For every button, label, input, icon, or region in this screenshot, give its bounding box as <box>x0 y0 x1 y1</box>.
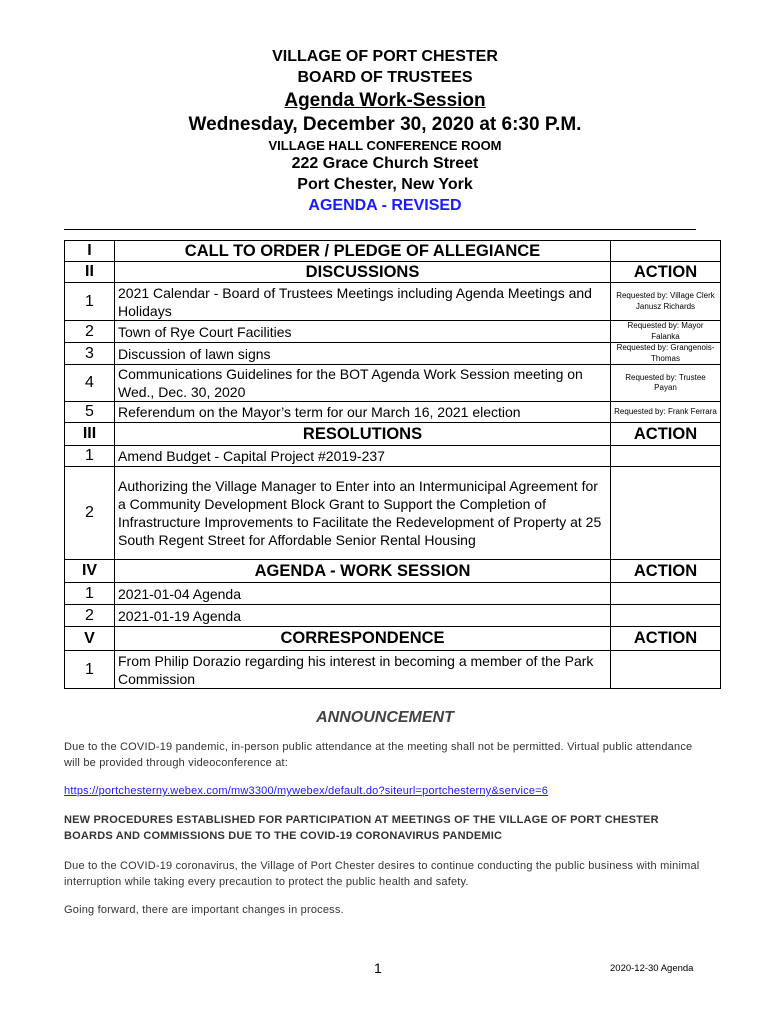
procedures-heading: NEW PROCEDURES ESTABLISHED FOR PARTICIPATION AT MEETINGS OF THE VILLAGE OF PORT CHESTER BOARDS AND COMMISSIONS DUE TO THE COVID-19 CORONAVIRUS PANDEMIC <box>64 814 659 842</box>
agenda-title: Agenda Work-Session <box>284 90 486 111</box>
item-number: 5 <box>65 402 115 423</box>
item-text: 2021 Calendar - Board of Trustees Meetings including Agenda Meetings and Holidays <box>115 283 611 321</box>
requested-by: Requested by: Mayor Falanka <box>611 321 721 343</box>
section-heading: AGENDA - WORK SESSION <box>115 560 611 583</box>
item-number: 3 <box>65 343 115 365</box>
requested-by: Requested by: Grangenois-Thomas <box>611 343 721 365</box>
action-heading: ACTION <box>611 262 721 283</box>
item-number: 2 <box>65 321 115 343</box>
requested-by: Requested by: Frank Ferrara <box>611 402 721 423</box>
table-row <box>65 467 721 560</box>
section-row <box>65 423 721 446</box>
section-number: III <box>65 423 115 446</box>
announcement-paragraph: Due to the COVID-19 pandemic, in-person public attendance at the meeting shall not be permitted. Virtual public attendance will be provided through videoconference at: <box>64 741 693 769</box>
page-number: 1 <box>374 960 382 976</box>
item-number: 1 <box>65 583 115 605</box>
table-row <box>65 283 721 321</box>
item-text: Discussion of lawn signs <box>115 343 611 365</box>
table-row <box>65 583 721 605</box>
action-heading: ACTION <box>611 423 721 446</box>
footer-doc-name: 2020-12-30 Agenda <box>610 963 694 974</box>
action-cell <box>611 446 721 467</box>
board-name: BOARD OF TRUSTEES <box>297 69 473 86</box>
item-number: 2 <box>65 605 115 627</box>
table-row <box>65 343 721 365</box>
covid-paragraph: Due to the COVID-19 coronavirus, the Village of Port Chester desires to continue conducting the public business with minimal interruption while taking every precaution to protect the public health and safety. <box>64 860 700 888</box>
action-cell <box>611 605 721 627</box>
agenda-revised-label: AGENDA - REVISED <box>308 197 462 214</box>
meeting-room: VILLAGE HALL CONFERENCE ROOM <box>268 138 502 153</box>
section-number: I <box>65 241 115 262</box>
item-number: 1 <box>65 651 115 689</box>
city-state: Port Chester, New York <box>297 176 473 193</box>
webex-link[interactable]: https://portchesterny.webex.com/mw3300/mywebex/default.do?siteurl=portchesterny&service=6 <box>64 785 549 797</box>
item-number: 4 <box>65 365 115 402</box>
action-cell <box>611 583 721 605</box>
item-number: 1 <box>65 283 115 321</box>
table-row <box>65 321 721 343</box>
table-row <box>65 605 721 627</box>
webex-link-line <box>64 783 704 799</box>
action-cell <box>611 651 721 689</box>
item-number: 2 <box>65 467 115 560</box>
table-row <box>65 651 721 689</box>
item-text: 2021-01-04 Agenda <box>115 583 611 605</box>
item-text: Amend Budget - Capital Project #2019-237 <box>115 446 611 467</box>
action-cell <box>611 241 721 262</box>
section-heading: RESOLUTIONS <box>115 423 611 446</box>
meeting-date: Wednesday, December 30, 2020 at 6:30 P.M. <box>188 114 582 135</box>
section-number: V <box>65 627 115 651</box>
announcement-title: ANNOUNCEMENT <box>316 709 454 726</box>
section-heading: CORRESPONDENCE <box>115 627 611 651</box>
section-row <box>65 241 721 262</box>
action-heading: ACTION <box>611 560 721 583</box>
section-heading: DISCUSSIONS <box>115 262 611 283</box>
item-text: Authorizing the Village Manager to Enter into an Intermunicipal Agreement for a Community Development Block Grant to Support the Completion of Infrastructure Improvements to Facilitate the Redevelopment of Property at 25 South Regent Street for Affordable Senior Rental Housing <box>115 467 611 560</box>
item-text: 2021-01-19 Agenda <box>115 605 611 627</box>
section-row <box>65 627 721 651</box>
table-row <box>65 446 721 467</box>
changes-paragraph: Going forward, there are important changes in process. <box>64 904 344 916</box>
section-row <box>65 560 721 583</box>
requested-by: Requested by: Village Clerk Janusz Richards <box>611 283 721 321</box>
item-text: Communications Guidelines for the BOT Agenda Work Session meeting on Wed., Dec. 30, 2020 <box>115 365 611 402</box>
agenda-table <box>64 240 721 689</box>
item-text: Town of Rye Court Facilities <box>115 321 611 343</box>
action-heading: ACTION <box>611 627 721 651</box>
table-row <box>65 365 721 402</box>
section-number: II <box>65 262 115 283</box>
header-divider <box>64 229 696 230</box>
street-address: 222 Grace Church Street <box>291 155 479 172</box>
item-text: From Philip Dorazio regarding his interest in becoming a member of the Park Commission <box>115 651 611 689</box>
section-row <box>65 262 721 283</box>
action-cell <box>611 467 721 560</box>
item-text: Referendum on the Mayor’s term for our March 16, 2021 election <box>115 402 611 423</box>
table-row <box>65 402 721 423</box>
section-heading: CALL TO ORDER / PLEDGE OF ALLEGIANCE <box>115 241 611 262</box>
item-number: 1 <box>65 446 115 467</box>
village-name: VILLAGE OF PORT CHESTER <box>272 48 498 65</box>
requested-by: Requested by: Trustee Payan <box>611 365 721 402</box>
section-number: IV <box>65 560 115 583</box>
